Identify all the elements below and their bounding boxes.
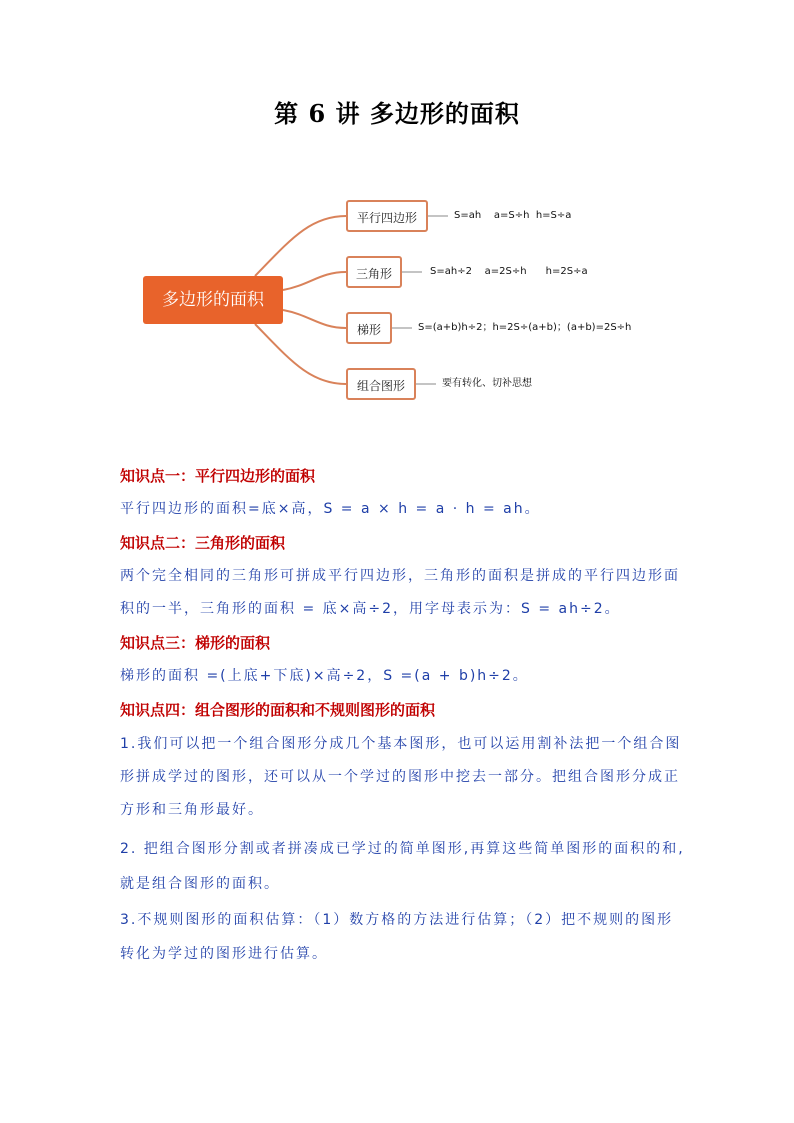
mind-map-root: 多边形的面积: [143, 276, 283, 324]
section-2-line-1: 两个完全相同的三角形可拼成平行四边形，三角形的面积是拼成的平行四边形面: [120, 568, 680, 584]
section-2-line-2: 积的一半，三角形的面积 = 底×高÷2，用字母表示为：S = ah÷2。: [120, 601, 621, 617]
section-4-line-1: 1.我们可以把一个组合图形分成几个基本图形，也可以运用割补法把一个组合图: [120, 736, 682, 752]
heading-section-4: 知识点四：组合图形的面积和不规则图形的面积: [120, 701, 436, 719]
formula-trapezoid: S=(a+b)h÷2；h=2S÷(a+b)；(a+b)=2S÷h: [418, 322, 632, 333]
heading-section-2: 知识点二：三角形的面积: [120, 534, 286, 552]
formula-composite: 要有转化、切补思想: [442, 378, 532, 389]
node-parallelogram: 平行四边形: [346, 200, 428, 232]
connector-trapezoid: [283, 310, 346, 328]
section-4-line-2: 形拼成学过的图形，还可以从一个学过的图形中挖去一部分。把组合图形分成正: [120, 769, 680, 785]
node-triangle: 三角形: [346, 256, 402, 288]
connector-triangle: [283, 272, 346, 290]
formula-triangle: S=ah÷2 a=2S÷h h=2S÷a: [430, 266, 588, 277]
formula-parallelogram: S=ah a=S÷h h=S÷a: [454, 210, 572, 221]
connector-composite: [255, 324, 346, 384]
node-trapezoid: 梯形: [346, 312, 392, 344]
section-3-line-1: 梯形的面积 =(上底+下底)×高÷2，S =(a + b)h÷2。: [120, 668, 529, 684]
heading-section-3: 知识点三：梯形的面积: [120, 634, 271, 652]
heading-section-1: 知识点一：平行四边形的面积: [120, 467, 316, 485]
section-4-line-6: 3.不规则图形的面积估算：（1）数方格的方法进行估算；（2）把不规则的图形: [120, 912, 674, 928]
section-4-line-7: 转化为学过的图形进行估算。: [120, 946, 328, 962]
section-4-line-4: 2. 把组合图形分割或者拼凑成已学过的简单图形,再算这些简单图形的面积的和,: [120, 841, 685, 857]
mind-map: [0, 0, 794, 430]
section-4-line-3: 方形和三角形最好。: [120, 802, 264, 818]
section-1-line-1: 平行四边形的面积=底×高，S = a × h = a · h = ah。: [120, 501, 541, 517]
node-composite: 组合图形: [346, 368, 416, 400]
section-4-line-5: 就是组合图形的面积。: [120, 876, 280, 892]
page-title: 第 6 讲 多边形的面积: [274, 99, 520, 128]
connector-parallelogram: [255, 216, 346, 276]
